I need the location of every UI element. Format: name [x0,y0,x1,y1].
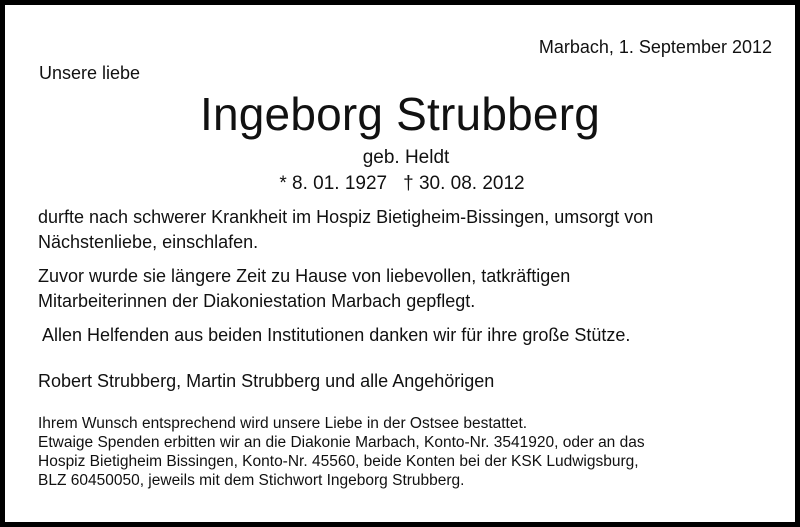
birth-date: * 8. 01. 1927 [279,173,388,194]
paragraph-line: Mitarbeiterinnen der Diakoniestation Marbach gepflegt. [38,291,476,311]
mourners-signature: Robert Strubberg, Martin Strubberg und alle Angehörigen [38,371,495,391]
closing-line: Hospiz Bietigheim Bissingen, Konto-Nr. 45560, beide Konten bei der KSK Ludwigsburg, [38,453,639,470]
closing-line: BLZ 60450050, jeweils mit dem Stichwort Ingeborg Strubberg. [38,472,465,489]
closing-notes [38,414,645,490]
intro-text: Unsere liebe [39,63,141,83]
paragraph-line: Zuvor wurde sie längere Zeit zu Hause von liebevollen, tatkräftigen [38,266,571,286]
maiden-name: geb. Heldt [362,147,450,168]
deceased-name: Ingeborg Strubberg [200,88,600,140]
paragraph-passing [38,205,653,255]
paragraph-line: Nächstenliebe, einschlafen. [38,232,259,252]
closing-line: Ihrem Wunsch entsprechend wird unsere Liebe in der Ostsee bestattet. [38,415,528,432]
paragraph-care [38,264,570,314]
death-date: † 30. 08. 2012 [403,173,525,194]
closing-line: Etwaige Spenden erbitten wir an die Diakonie Marbach, Konto-Nr. 3541920, oder an das [38,434,645,451]
place-date: Marbach, 1. September 2012 [538,37,772,57]
paragraph-thanks: Allen Helfenden aus beiden Institutionen danken wir für ihre große Stütze. [38,325,631,345]
paragraph-line: durfte nach schwerer Krankheit im Hospiz Bietigheim-Bissingen, umsorgt von [38,207,654,227]
life-dates [5,173,795,195]
